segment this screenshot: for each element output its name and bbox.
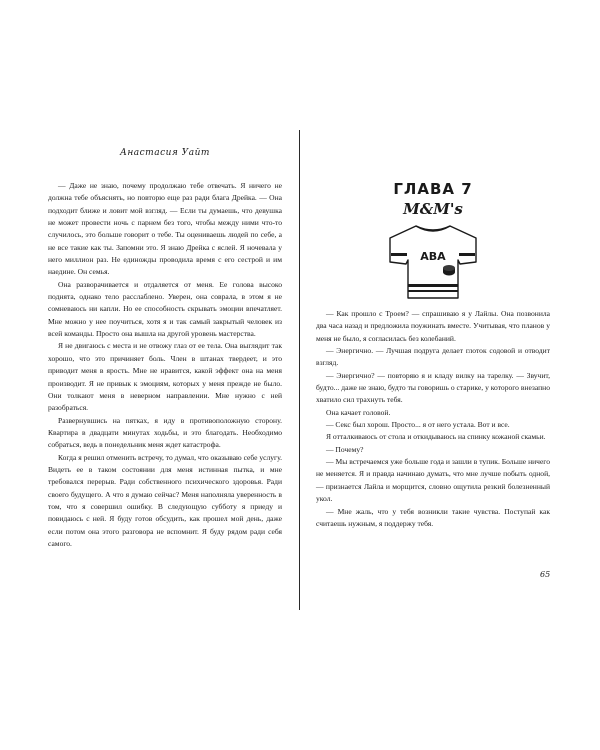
paragraph: — Энергично? — повторяю я и кладу вилку на тарелку. — Звучит, будто... даже не знаю, будто ты говоришь о старике, у которого внезапно хватило сил трахнуть тебя.: [316, 370, 550, 405]
left-page-body: [48, 180, 282, 550]
right-page-body: [316, 308, 550, 530]
chapter-heading: [316, 180, 550, 218]
paragraph: Она качает головой.: [326, 407, 391, 417]
paragraph: — Мне жаль, что у тебя возникли такие чувства. Поступай как считаешь нужным, я поддержу тебя.: [316, 506, 550, 528]
paragraph: — Секс был хорош. Просто... я от него устала. Вот и все.: [326, 420, 510, 430]
paragraph: Я не двигаюсь с места и не отвожу глаз от ее тела. Она выглядит так хорошо, что это причиняет боль. Член в штанах твердеет, и это приводит меня в ярость. Мне не нравится, какой эффект она на меня производит. Я не привык к эмоциям, которых у меня прежде не было. Они толкают меня в неверном направлении. Мне нужно с ней разобраться.: [48, 341, 282, 413]
right-page: [316, 180, 550, 530]
paragraph: — Как прошло с Троем? — спрашиваю я у Лайлы. Она позвонила два часа назад и предложила поужинать вместе. Учитывая, что планов у меня не было, я согласилась без колебаний.: [316, 309, 550, 343]
running-header-author: Анастасия Уайт: [120, 148, 210, 158]
jersey-icon: [386, 222, 480, 302]
paragraph: — Энергично. — Лучшая подруга делает глоток содовой и отводит взгляд.: [316, 346, 550, 368]
paragraph: — Даже не знаю, почему продолжаю тебе отвечать. Я ничего не должна тебе объяснять, но повторю еще раз ради блага Дрейка. — Она подходит ближе и ловит мой взгляд. — Если ты думаешь, что девушка не может провести ночь с парнем без того, чтобы между ними что-то случилось, это больше говорит о тебе. Ты оцениваешь людей по себе, а не все такие как ты. Запомни это. Я знаю Дрейка с яслей. Я ночевала у него миллион раз. Не единожды проводила время с его сестрой и им наедине. Он семья.: [48, 181, 282, 277]
hockey-jersey-illustration: [316, 222, 550, 302]
chapter-label: ГЛАВА 7: [393, 180, 473, 198]
jersey-text: ABA: [420, 250, 446, 263]
paragraph: Она разворачивается и отдаляется от меня. Ее голова высоко поднята, однако тело расслаблено. Уверен, она соврала, в этом я не сомневаюсь ни капли. Но ее способность скрывать эмоции впечатляет. Мне можно у нее поучиться, хотя я и так самый закрытый человек из всей команды. Просто она вышла на другой уровень мастерства.: [48, 279, 282, 339]
page-number: 65: [540, 570, 551, 579]
book-spine-divider: [299, 130, 300, 610]
chapter-title: M&M's: [403, 200, 463, 218]
paragraph: — Мы встречаемся уже больше года и зашли в тупик. Больше ничего не меняется. Я и правда начинаю думать, что мне лучше побыть одной, — признается Лайла и морщится, словно ощутила резкий болезненный укол.: [316, 457, 550, 504]
paragraph: Развернувшись на пятках, я иду в противоположную сторону. Квартира в двадцати минутах ходьбы, и это благодать. Необходимо собраться, ведь в понедельник меня ждет катастрофа.: [48, 415, 282, 450]
left-page: [48, 148, 282, 550]
paragraph: Я отталкиваюсь от стола и откидываюсь на спинку кожаной скамьи.: [326, 432, 546, 442]
paragraph: — Почему?: [326, 444, 364, 454]
paragraph: Когда я решил отменить встречу, то думал, что оказываю себе услугу. Видеть ее в таком состоянии для меня истинная пытка, и мне требовался перерыв. Ради собственного психического здоровья. Ради своего будущего. А что я думаю сейчас? Меня наполняла уверенность в том, что я совершил ошибку. В следующую субботу я приеду и повидаюсь с ней. Я буду готов обсудить, как прошел мой день, даже если потом она этого разговора не вспомнит. Я буду рядом ради себя самого.: [48, 452, 282, 548]
